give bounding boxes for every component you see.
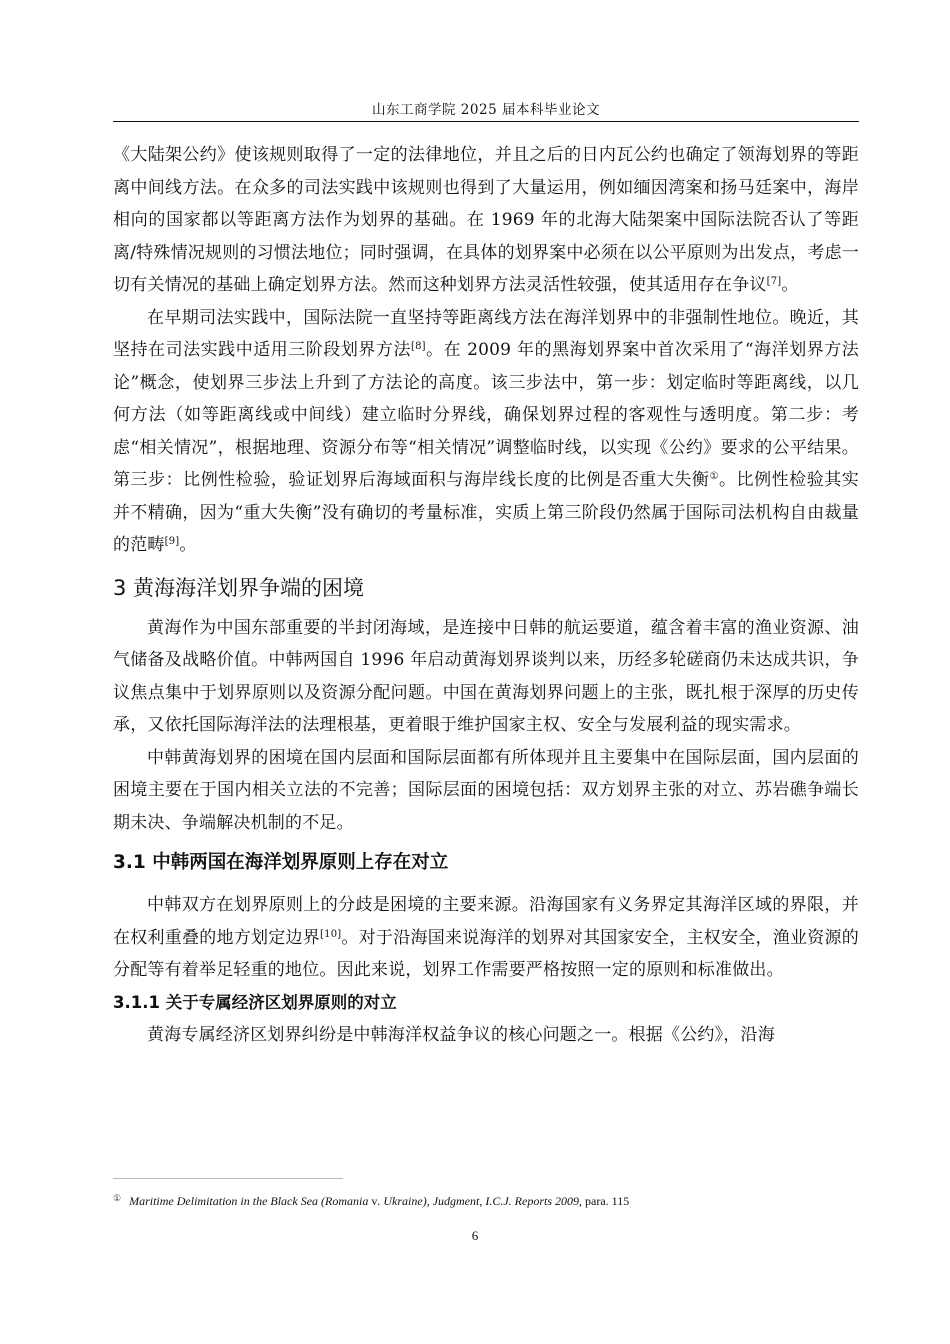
body-text (113, 139, 859, 1051)
citation-ref[interactable]: [7] (766, 276, 782, 287)
footnote-case-2: . Ukraine), Judgment, I.C.J. Reports 2009 (377, 1194, 580, 1208)
paragraph-5 (113, 889, 859, 987)
footnote-case: Maritime Delimitation in the Black Sea (Romania (129, 1194, 369, 1208)
paragraph-4: 中韩黄海划界的困境在国内层面和国际层面都有所体现并且主要集中在国际层面，国内层面的困境主要在于国内相关立法的不完善；国际层面的困境包括：双方划界主张的对立、苏岩礁争端长期未决、争端解决机制的不足。 (113, 747, 859, 833)
footnote-mark: ① (113, 1193, 122, 1203)
header-rule (113, 121, 859, 122)
paragraph-text: 。比例性检验其实并不精确，因为“重大失衡”没有确切的考量标准，实质上第三阶段仍然属于国际司法机构自由裁量的范畴 (113, 470, 859, 555)
paragraph-6: 黄海专属经济区划界纠纷是中韩海洋权益争议的核心问题之一。根据《公约》，沿海 (147, 1024, 775, 1045)
page-number: 6 (471, 1228, 479, 1243)
paragraph-2 (113, 302, 859, 562)
section-heading-3: 3 黄海海洋划界争端的困境 (113, 575, 365, 600)
section-heading-3-1-1: 3.1.1 关于专属经济区划界原则的对立 (113, 992, 397, 1012)
footnote (113, 1193, 859, 1209)
paragraph-text: 。 (179, 535, 197, 555)
paragraph-3: 黄海作为中国东部重要的半封闭海域，是连接中日韩的航运要道，蕴含着丰富的渔业资源、油气储备及战略价值。中韩两国自 1996 年启动黄海划界谈判以来，历经多轮磋商仍未达成共识，争议焦点集中于划界原则以及资源分配问题。中国在黄海划界问题上的主张，既扎根于深厚的历史传承，又依托国际海洋法的法理根基，更着眼于维护国家主权、安全与发展利益的现实需求。 (113, 617, 859, 735)
citation-ref[interactable]: [9] (164, 536, 180, 547)
footnote-tail: , para. 115 (579, 1194, 630, 1208)
paragraph-text: 。对于沿海国来说海洋的划界对其国家安全，主权安全，渔业资源的分配等有着举足轻重的地位。因此来说，划界工作需要严格按照一定的原则和标准做出。 (113, 927, 859, 980)
section-heading-3-1: 3.1 中韩两国在海洋划界原则上存在对立 (113, 852, 449, 873)
citation-ref[interactable]: [10] (320, 928, 342, 940)
paragraph-1 (113, 139, 859, 302)
paragraph-text: 《大陆架公约》使该规则取得了一定的法律地位，并且之后的日内瓦公约也确定了领海划界的等距离中间线方法。在众多的司法实践中该规则也得到了大量运用，例如缅因湾案和扬马廷案中，海岸相向的国家都以等距离方法作为划界的基础。在 1969 年的北海大陆架案中国际法院否认了等距离/特殊情况规则的习惯法地位；同时强调，在具体的划界案中必须在以公平原则为出发点，考虑一切有关情况的基础上确定划界方法。然而这种划界方法灵活性较强，使其适用存在争议 (113, 145, 859, 295)
footnote-versus: v (368, 1194, 378, 1208)
citation-ref[interactable]: [8] (410, 341, 426, 352)
footnote-rule (113, 1178, 343, 1179)
running-header: 山东工商学院 2025 届本科毕业论文 (372, 102, 600, 118)
paragraph-text: 在早期司法实践中，国际法院一直坚持等距离线方法在海洋划界中的非强制性地位。晚近，其坚持在司法实践中适用三阶段划界方法 (113, 307, 859, 360)
paragraph-text: 。在 2009 年的黑海划界案中首次采用了“海洋划界方法论”概念，使划界三步法上升到了方法论的高度。该三步法中，第一步：划定临时等距离线，以几何方法（如等距离线或中间线）建立临时分界线，确保划界过程的客观性与透明度。第二步：考虑“相关情况”，根据地理、资源分布等“相关情况”调整临时线，以实现《公约》要求的公平结果。第三步：比例性检验，验证划界后海域面积与海岸线长度的比例是否重大失衡 (113, 340, 859, 490)
paragraph-text: 中韩双方在划界原则上的分歧是困境的主要来源。沿海国家有义务界定其海洋区域的界限，并在权利重叠的地方划定边界 (113, 895, 859, 948)
paragraph-text: 。 (781, 275, 799, 295)
footnote-ref[interactable]: ① (709, 471, 719, 482)
